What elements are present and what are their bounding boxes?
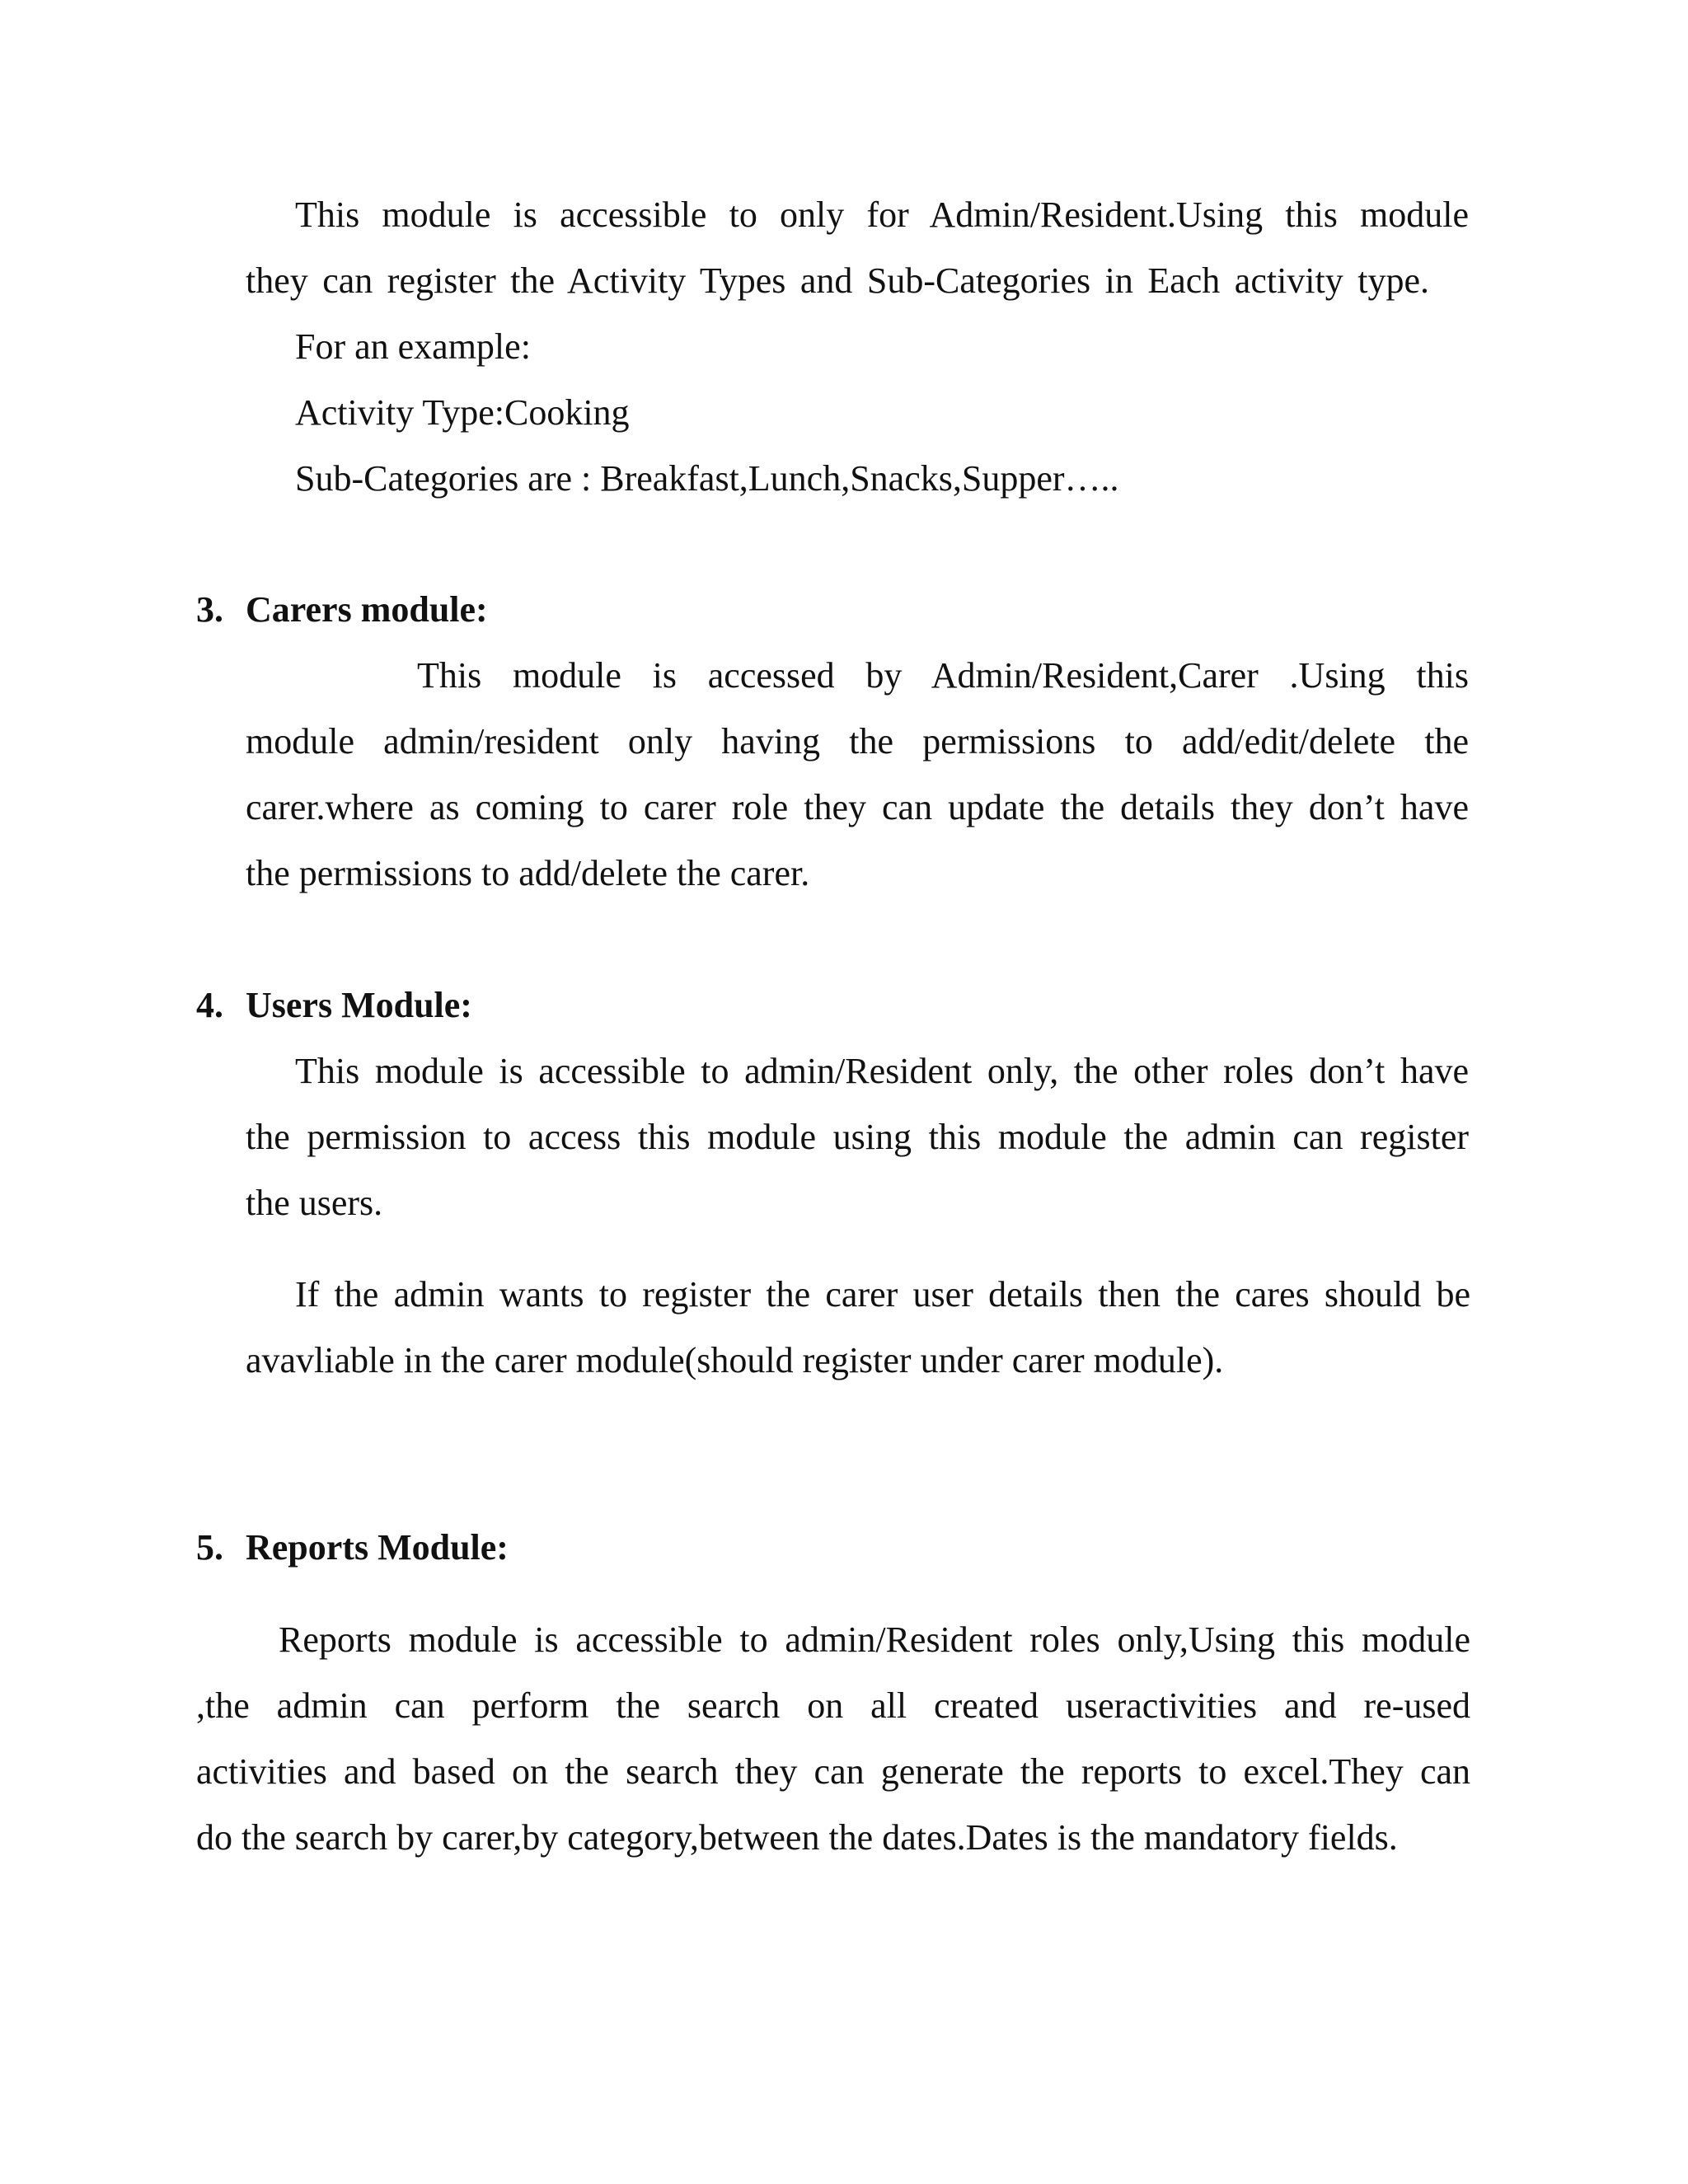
section-4-para-1-line-2: the permission to access this module using this module the admin can register [246,1117,1469,1157]
section-4-heading [196,982,472,1029]
section-4-para-2-line-2: avavliable in the carer module(should register under carer module). [246,1340,1224,1380]
section-4-para-2-line-1: If the admin wants to register the carer user details then the cares should be [295,1274,1470,1315]
section-5-number: 5. [196,1527,223,1568]
section-4-number: 4. [196,985,223,1025]
section-3-line-2: module admin/resident only having the permissions to add/edit/delete the [246,721,1469,762]
section-3-heading [196,587,488,633]
sub-categories-example: Sub-Categories are : Breakfast,Lunch,Snacks,Supper….. [295,458,1119,499]
section-4-title: Users Module: [246,985,472,1025]
section-3-line-4: the permissions to add/delete the carer. [246,853,810,893]
section-5-line-3: activities and based on the search they can generate the reports to excel.They can [196,1751,1470,1792]
section-4-para-1-line-1: This module is accessible to admin/Resident only, the other roles don’t have [295,1051,1469,1091]
section-3-title: Carers module: [246,589,488,630]
section-5-line-1: Reports module is accessible to admin/Resident roles only,Using this module [279,1619,1470,1660]
section-5-title: Reports Module: [246,1527,509,1568]
section-5-line-4: do the search by carer,by category,between the dates.Dates is the mandatory fields. [196,1817,1398,1858]
section-3-line-3: carer.where as coming to carer role they can update the details they don’t have [246,787,1469,827]
section-5-heading [196,1525,509,1571]
intro-line-2: they can register the Activity Types and Sub-Categories in Each activity type. [246,260,1429,301]
example-label: For an example: [295,326,531,367]
section-3-number: 3. [196,589,223,630]
section-3-line-1: This module is accessed by Admin/Resident,Carer .Using this [417,655,1469,696]
section-4-para-1-line-3: the users. [246,1183,383,1223]
intro-line-1: This module is accessible to only for Admin/Resident.Using this module [295,194,1469,235]
section-5-line-2: ,the admin can perform the search on all created useractivities and re-used [196,1685,1470,1726]
activity-type-example: Activity Type:Cooking [295,392,630,433]
